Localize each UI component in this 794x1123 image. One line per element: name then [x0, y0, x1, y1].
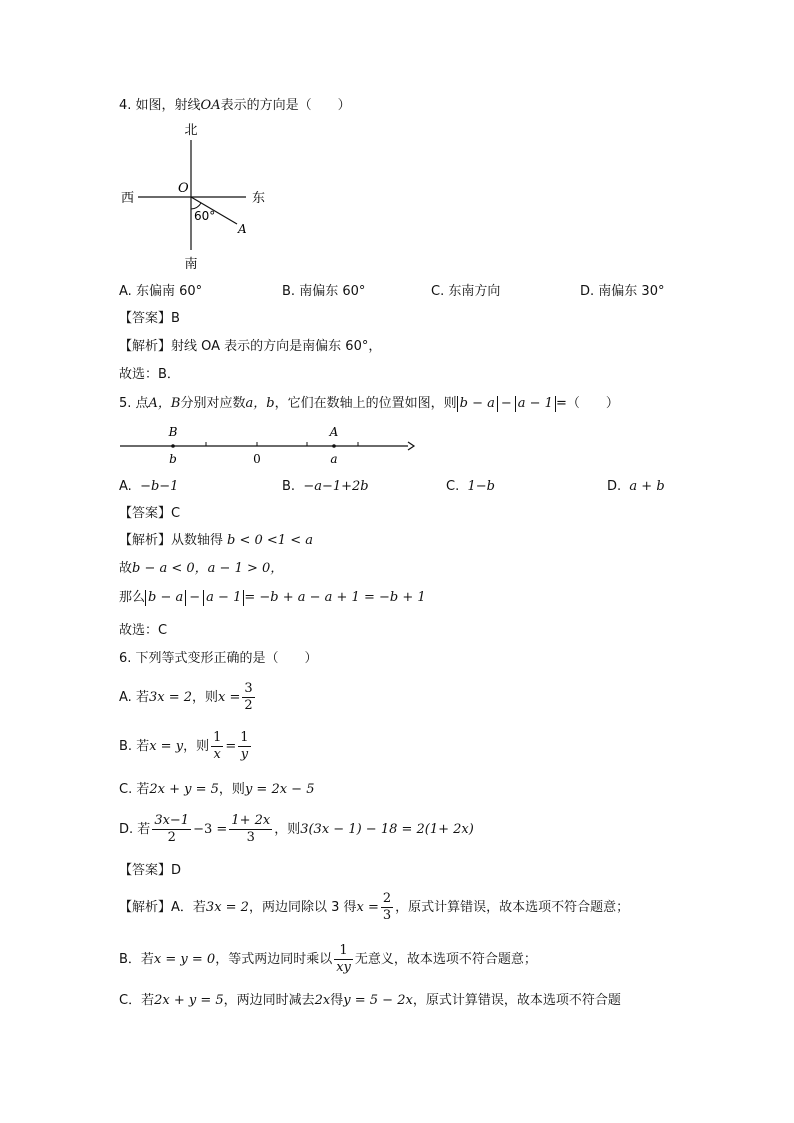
- numerator: 2: [382, 891, 392, 906]
- equals-sign: =: [225, 739, 237, 754]
- analysis-text: ，等式两边同时乘以: [215, 952, 333, 967]
- option-text: −b−1: [140, 479, 179, 494]
- q4-conclusion: 故选：B．: [119, 367, 180, 382]
- denominator: 2: [244, 698, 253, 713]
- q5-conclusion: 故选：C: [119, 623, 168, 638]
- stem-points: A，B: [148, 396, 181, 411]
- q4-option-d: [580, 283, 664, 301]
- option-letter: B.: [119, 739, 133, 754]
- option-text: 若: [137, 822, 151, 837]
- option-letter: D.: [119, 822, 134, 837]
- answer-value: D: [171, 863, 182, 878]
- analysis-text: 从数轴得: [171, 533, 224, 548]
- label-north: 北: [184, 123, 198, 138]
- option-text: ，则: [183, 739, 210, 754]
- option-math: x = y: [149, 739, 184, 754]
- q4-stem-prefix: 4. 如图，射线: [119, 98, 201, 113]
- q6-stem: 6. 下列等式变形正确的是（ ）: [119, 651, 318, 666]
- answer-value: C: [171, 506, 181, 521]
- q4-option-b: [282, 283, 365, 301]
- abs-expression: a − 1: [203, 590, 244, 606]
- q5-answer: [119, 505, 180, 523]
- stem-vars: a，b: [245, 396, 275, 411]
- q5-analysis-1: [119, 532, 313, 550]
- point-b: [171, 444, 175, 448]
- option-math: x =: [218, 690, 241, 705]
- option-letter: C.: [431, 284, 445, 299]
- fraction: [152, 813, 191, 846]
- fraction: [242, 681, 254, 714]
- q5-option-d: [607, 478, 665, 496]
- option-text: 若: [136, 782, 150, 797]
- q6-option-d: [119, 812, 474, 848]
- analysis-text: 那么: [119, 590, 146, 605]
- option-text: 若: [136, 739, 150, 754]
- option-letter: B.: [282, 479, 296, 494]
- fraction: [229, 813, 272, 846]
- label-a-top: A: [329, 425, 339, 439]
- analysis-text: 无意义，故本选项不符合题意；: [354, 952, 537, 967]
- q6-analysis-c: [119, 992, 621, 1010]
- analysis-math: = −b + a − a + 1 = −b + 1: [244, 590, 426, 605]
- numerator: 3: [244, 681, 253, 696]
- stem-rest: ，它们在数轴上的位置如图，则: [274, 396, 457, 411]
- numerator: 1: [240, 730, 249, 745]
- stem-end: =（ ）: [555, 396, 619, 411]
- analysis-math: 2x + y = 5: [154, 993, 224, 1008]
- option-math: y = 2x − 5: [244, 782, 315, 797]
- option-letter: C.: [446, 479, 460, 494]
- denominator: 2: [167, 830, 176, 845]
- label-b: b: [169, 452, 177, 466]
- numerator: 1: [334, 943, 353, 960]
- q5-number-line: [110, 422, 420, 472]
- option-text: a + b: [629, 479, 665, 494]
- label-west: 西: [121, 191, 135, 206]
- analysis-tag: 【解析】: [119, 900, 172, 915]
- fraction: [211, 730, 223, 763]
- abs-expression: a − 1: [515, 396, 556, 412]
- q4-option-a: [119, 283, 202, 301]
- minus-sign: −: [189, 590, 201, 605]
- q6-option-a: [119, 680, 257, 716]
- option-text: 东偏南 60°: [135, 284, 203, 299]
- numerator: 3x−1: [154, 813, 190, 828]
- point-a: [332, 444, 336, 448]
- option-text: 东南方向: [448, 284, 501, 299]
- q6-analysis-a: [119, 890, 629, 926]
- option-text: 南偏东 60°: [299, 284, 366, 299]
- stem-mid: 分别对应数: [180, 396, 246, 411]
- option-text: −a−1+2b: [303, 479, 369, 494]
- option-math: 3x = 2: [148, 690, 192, 705]
- denominator: xy: [336, 960, 351, 975]
- option-text: 若: [135, 690, 149, 705]
- option-letter: A.: [119, 284, 132, 299]
- answer-value: B: [171, 311, 180, 326]
- analysis-text: C．若: [119, 993, 155, 1008]
- option-math: −3 =: [193, 822, 228, 837]
- analysis-text: ，原式计算错误，故本选项不符合题意；: [395, 900, 630, 915]
- analysis-text: 射线 OA 表示的方向是南偏东 60°，: [171, 339, 382, 354]
- q4-analysis: [119, 338, 381, 356]
- answer-tag: 【答案】: [119, 863, 172, 878]
- option-text: 南偏东 30°: [598, 284, 665, 299]
- analysis-text: B．若: [119, 952, 154, 967]
- analysis-text: 得: [330, 993, 344, 1008]
- q5-stem: [119, 395, 619, 413]
- analysis-text: A．若: [171, 900, 206, 915]
- label-origin: O: [178, 181, 189, 196]
- label-a: a: [330, 452, 338, 466]
- option-math: 3(3x − 1) − 18 = 2(1+ 2x): [300, 822, 474, 837]
- q4-compass-figure: [110, 118, 280, 278]
- option-math: 2x + y = 5: [149, 782, 219, 797]
- analysis-math: x =: [356, 900, 379, 915]
- label-angle: 60°: [194, 209, 216, 223]
- answer-tag: 【答案】: [119, 311, 172, 326]
- analysis-math: y = 5 − 2x: [343, 993, 413, 1008]
- q5-option-b: [282, 478, 369, 496]
- denominator: y: [240, 747, 249, 762]
- analysis-text: ，原式计算错误，故本选项不符合题: [412, 993, 621, 1008]
- option-text: ，则: [274, 822, 301, 837]
- q6-option-b: [119, 729, 253, 765]
- q5-option-a: [119, 478, 178, 496]
- q6-option-c: [119, 781, 314, 799]
- q5-analysis-2: [119, 560, 283, 578]
- denominator: 3: [382, 908, 392, 923]
- q4-stem-suffix: 表示的方向是（ ）: [220, 98, 351, 113]
- q4-option-c: [431, 283, 500, 301]
- q6-answer: [119, 862, 181, 880]
- stem-prefix: 5. 点: [119, 396, 149, 411]
- label-point-a: A: [238, 222, 247, 236]
- analysis-text: ，两边同除以 3 得: [248, 900, 357, 915]
- option-text: ，则: [218, 782, 245, 797]
- q4-answer: [119, 310, 180, 328]
- q6-analysis-b: [119, 942, 537, 978]
- denominator: 3: [246, 830, 255, 845]
- fraction: [334, 943, 353, 976]
- q4-stem: [119, 97, 351, 115]
- option-letter: D.: [607, 479, 622, 494]
- fraction: [238, 730, 250, 763]
- label-south: 南: [184, 257, 198, 272]
- label-zero: 0: [253, 452, 261, 466]
- minus-sign: −: [500, 396, 512, 411]
- analysis-text: ，两边同时减去: [223, 993, 315, 1008]
- option-letter: C.: [119, 782, 133, 797]
- option-letter: A.: [119, 690, 132, 705]
- fraction: [381, 891, 393, 924]
- numerator: 1+ 2x: [231, 813, 271, 828]
- analysis-math: 3x = 2: [205, 900, 249, 915]
- analysis-math: 2x: [314, 993, 331, 1008]
- label-b-top: B: [168, 425, 178, 439]
- arrow-head-icon: [408, 442, 414, 450]
- option-letter: D.: [580, 284, 595, 299]
- numerator: 1: [213, 730, 222, 745]
- q5-analysis-3: [119, 589, 426, 607]
- analysis-tag: 【解析】: [119, 533, 172, 548]
- analysis-math: x = y = 0: [153, 952, 216, 967]
- option-letter: B.: [282, 284, 296, 299]
- q4-stem-ray: OA: [200, 98, 221, 113]
- analysis-tag: 【解析】: [119, 339, 172, 354]
- abs-expression: b − a: [145, 590, 186, 606]
- analysis-math: b − a < 0，a − 1 > 0，: [132, 561, 284, 576]
- option-text: 1−b: [467, 479, 495, 494]
- q5-option-c: [446, 478, 495, 496]
- denominator: x: [213, 747, 221, 762]
- analysis-math: b < 0 <1 < a: [227, 533, 313, 548]
- option-letter: A.: [119, 479, 132, 494]
- answer-tag: 【答案】: [119, 506, 172, 521]
- label-east: 东: [252, 191, 266, 206]
- option-text: ，则: [191, 690, 218, 705]
- analysis-text: 故: [119, 561, 133, 576]
- abs-expression: b − a: [457, 396, 498, 412]
